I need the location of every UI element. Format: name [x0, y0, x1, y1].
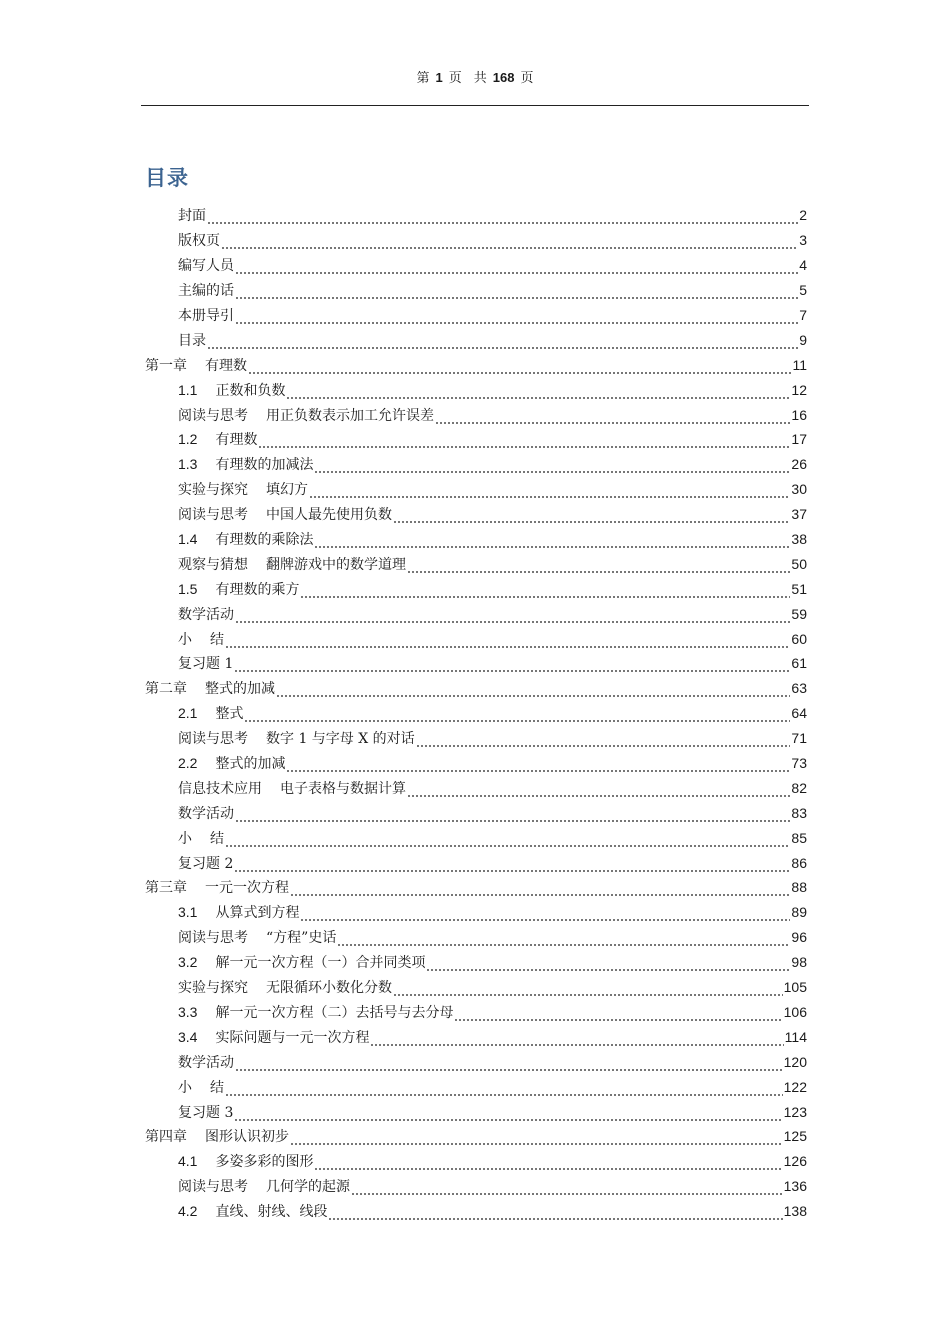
- toc-entry-label: [178, 604, 234, 624]
- toc-entry-page: 71: [791, 730, 807, 747]
- toc-entry-text: 有理数: [205, 357, 247, 374]
- header-total-prefix: 共: [473, 71, 487, 86]
- toc-dot-leader: [426, 958, 790, 972]
- toc-entry-page: 16: [791, 406, 807, 423]
- toc-dot-leader: [276, 684, 790, 698]
- toc-dot-leader: [314, 535, 790, 549]
- toc-entry-number: 阅读与思考: [178, 930, 248, 947]
- toc-entry[interactable]: [145, 327, 807, 352]
- toc-entry-text: 数字 1 与字母 X 的对话: [266, 731, 415, 748]
- toc-dot-leader: [221, 236, 798, 250]
- toc-entry[interactable]: [145, 1074, 807, 1099]
- toc-entry-text: 复习题 2: [178, 855, 234, 872]
- toc-entry-text: 整式的加减: [215, 756, 286, 773]
- toc-entry[interactable]: [145, 1024, 807, 1049]
- toc-dot-leader: [300, 585, 790, 599]
- toc-entry-page: 114: [784, 1028, 807, 1045]
- toc-entry[interactable]: [145, 228, 807, 253]
- table-of-contents: [145, 203, 807, 1224]
- toc-entry-page: 96: [791, 929, 807, 946]
- toc-entry-label: [178, 380, 285, 400]
- toc-dot-leader: [407, 560, 790, 574]
- toc-entry-number: 1.2: [178, 431, 198, 448]
- toc-entry-text: 电子表格与数据计算: [280, 780, 406, 797]
- toc-entry-page: 51: [791, 580, 807, 597]
- toc-dot-leader: [258, 435, 790, 449]
- toc-entry-label: [145, 355, 247, 375]
- toc-entry-text: 封面: [178, 208, 206, 225]
- toc-entry-text: 实际问题与一元一次方程: [215, 1029, 370, 1046]
- header-total-suffix: 页: [520, 71, 534, 86]
- toc-entry-text: 有理数: [215, 432, 258, 449]
- toc-entry-page: 50: [791, 555, 807, 572]
- toc-entry-label: [178, 1002, 453, 1022]
- toc-entry-page: 123: [783, 1103, 807, 1120]
- toc-entry-text: 本册导引: [178, 308, 234, 324]
- toc-entry-page: 26: [791, 456, 807, 473]
- toc-entry-label: [178, 1077, 224, 1097]
- toc-entry-page: 9: [799, 331, 807, 348]
- toc-dot-leader: [235, 261, 798, 275]
- toc-entry-label: [178, 653, 233, 673]
- header-divider: [141, 105, 809, 106]
- toc-entry-page: 3: [799, 232, 807, 249]
- toc-entry-page: 2: [799, 207, 807, 224]
- toc-entry-number: 第四章: [145, 1129, 187, 1146]
- toc-entry[interactable]: [145, 900, 807, 925]
- toc-entry-label: [178, 454, 313, 474]
- toc-entry[interactable]: [145, 278, 807, 303]
- toc-entry-label: [178, 977, 392, 997]
- toc-entry-text: 图形认识初步: [205, 1129, 289, 1146]
- toc-entry[interactable]: [145, 1099, 807, 1124]
- toc-dot-leader: [286, 386, 790, 400]
- toc-dot-leader: [207, 336, 798, 350]
- toc-entry[interactable]: [145, 377, 807, 402]
- toc-entry[interactable]: [145, 676, 807, 701]
- toc-entry[interactable]: [145, 975, 807, 1000]
- toc-entry-text: 目录: [178, 332, 206, 349]
- toc-entry-page: 122: [783, 1078, 807, 1095]
- toc-entry[interactable]: [145, 352, 807, 377]
- toc-entry-number: 4.1: [178, 1153, 198, 1170]
- toc-entry-text: 整式: [215, 706, 244, 723]
- toc-entry-number: 阅读与思考: [178, 407, 248, 424]
- toc-dot-leader: [393, 983, 783, 997]
- toc-dot-leader: [235, 809, 790, 823]
- toc-entry[interactable]: [145, 825, 807, 850]
- toc-entry-label: [178, 205, 206, 225]
- toc-entry-text: “方程”史话: [266, 930, 337, 947]
- toc-entry[interactable]: [145, 775, 807, 800]
- toc-dot-leader: [235, 286, 798, 300]
- toc-entry[interactable]: [145, 925, 807, 950]
- toc-entry-text: 直线、射线、线段: [215, 1204, 328, 1221]
- toc-dot-leader: [235, 311, 798, 325]
- toc-entry-text: 整式的加减: [205, 681, 275, 698]
- toc-entry-page: 86: [791, 854, 807, 871]
- toc-entry-number: 3.3: [178, 1003, 198, 1020]
- toc-entry-number: 1.4: [178, 531, 198, 548]
- toc-entry-page: 12: [791, 381, 807, 398]
- toc-dot-leader: [314, 460, 790, 474]
- toc-title: 目录: [145, 165, 189, 190]
- toc-entry-number: 小: [178, 1079, 192, 1096]
- toc-entry-label: [178, 479, 308, 499]
- toc-entry-text: 编写人员: [178, 258, 234, 275]
- toc-entry-text: 有理数的乘方: [215, 581, 300, 598]
- toc-entry-number: 1.5: [178, 580, 198, 597]
- toc-entry[interactable]: [145, 701, 807, 726]
- toc-entry-page: 83: [791, 804, 807, 821]
- toc-entry-page: 85: [791, 829, 807, 846]
- toc-entry-number: 1.3: [178, 456, 198, 473]
- toc-entry-number: 4.2: [178, 1203, 198, 1220]
- toc-entry[interactable]: [145, 502, 807, 527]
- toc-entry-number: 第三章: [145, 880, 187, 897]
- toc-entry-text: 解一元一次方程（二）去括号与去分母: [215, 1004, 454, 1021]
- toc-entry-number: 第二章: [145, 681, 187, 698]
- toc-entry[interactable]: [145, 1199, 807, 1224]
- toc-entry-label: [178, 1102, 233, 1122]
- toc-entry-number: 3.4: [178, 1028, 198, 1045]
- toc-entry[interactable]: [145, 875, 807, 900]
- toc-entry-label: [178, 828, 224, 848]
- toc-entry-label: [178, 504, 392, 524]
- toc-dot-leader: [225, 1083, 783, 1097]
- toc-entry-number: 阅读与思考: [178, 1179, 248, 1196]
- toc-entry-label: [178, 1027, 369, 1047]
- toc-dot-leader: [290, 1132, 783, 1146]
- toc-entry-page: 88: [791, 879, 807, 896]
- toc-entry[interactable]: [145, 950, 807, 975]
- toc-entry[interactable]: [145, 1149, 807, 1174]
- toc-entry-number: 2.2: [178, 755, 198, 772]
- toc-entry-label: [178, 952, 425, 972]
- toc-entry-label: [178, 429, 257, 449]
- toc-entry-text: 复习题 3: [178, 1104, 234, 1121]
- toc-entry[interactable]: [145, 651, 807, 676]
- toc-entry-page: 82: [791, 779, 807, 796]
- toc-entry-number: 实验与探究: [178, 980, 248, 997]
- toc-dot-leader: [328, 1207, 782, 1221]
- toc-entry-page: 11: [792, 356, 807, 373]
- toc-entry-number: 第一章: [145, 357, 187, 374]
- header-page-word: 页: [448, 71, 462, 86]
- toc-entry-text: 数学活动: [178, 805, 234, 822]
- toc-entry-number: 实验与探究: [178, 482, 248, 499]
- toc-entry[interactable]: [145, 203, 807, 228]
- toc-dot-leader: [235, 1058, 783, 1072]
- toc-entry-label: [178, 405, 434, 425]
- toc-entry-label: [145, 877, 289, 897]
- toc-entry-page: 59: [791, 605, 807, 622]
- toc-entry-page: 136: [783, 1178, 807, 1195]
- toc-entry[interactable]: [145, 800, 807, 825]
- toc-entry-label: [178, 778, 406, 798]
- toc-entry-page: 38: [791, 531, 807, 548]
- toc-entry-label: [178, 728, 415, 748]
- toc-entry-page: 126: [783, 1153, 807, 1170]
- toc-entry-label: [178, 529, 313, 549]
- toc-entry-page: 17: [791, 431, 807, 448]
- toc-entry[interactable]: [145, 1049, 807, 1074]
- toc-dot-leader: [234, 659, 790, 673]
- toc-entry-number: 阅读与思考: [178, 507, 248, 524]
- toc-entry-page: 89: [791, 904, 807, 921]
- toc-entry-label: [178, 927, 336, 947]
- toc-entry-text: 数学活动: [178, 606, 234, 623]
- toc-entry-label: [178, 280, 234, 300]
- toc-entry-label: [178, 753, 285, 773]
- toc-dot-leader: [225, 635, 790, 649]
- toc-entry-label: [145, 678, 275, 698]
- toc-entry-number: 小: [178, 631, 192, 648]
- toc-dot-leader: [454, 1008, 782, 1022]
- toc-entry-number: 阅读与思考: [178, 731, 248, 748]
- toc-dot-leader: [370, 1033, 783, 1047]
- toc-dot-leader: [248, 361, 791, 375]
- toc-entry-label: [178, 703, 243, 723]
- toc-entry-page: 73: [791, 755, 807, 772]
- toc-entry[interactable]: [145, 1174, 807, 1199]
- toc-entry-label: [178, 579, 299, 599]
- toc-entry-label: [178, 629, 224, 649]
- toc-entry[interactable]: [145, 626, 807, 651]
- toc-entry-page: 4: [799, 257, 807, 274]
- toc-entry-text: 一元一次方程: [205, 880, 289, 897]
- toc-entry-number: 3.2: [178, 954, 198, 971]
- toc-entry[interactable]: [145, 576, 807, 601]
- toc-entry[interactable]: [145, 427, 807, 452]
- toc-dot-leader: [290, 883, 790, 897]
- toc-entry-page: 64: [791, 705, 807, 722]
- toc-entry-page: 61: [791, 655, 807, 672]
- toc-entry-text: 复习题 1: [178, 656, 234, 673]
- toc-entry[interactable]: [145, 751, 807, 776]
- toc-entry-label: [178, 853, 233, 873]
- toc-entry-label: [178, 255, 234, 275]
- toc-entry-number: 3.1: [178, 904, 198, 921]
- total-pages-number: 168: [492, 70, 515, 85]
- toc-entry-text: 版权页: [178, 233, 220, 250]
- toc-entry-text: 翻牌游戏中的数学道理: [266, 556, 406, 573]
- toc-entry[interactable]: [145, 1124, 807, 1149]
- toc-entry-page: 98: [791, 954, 807, 971]
- toc-entry-text: 解一元一次方程（一）合并同类项: [215, 955, 426, 972]
- toc-dot-leader: [234, 859, 790, 873]
- toc-entry-page: 37: [791, 506, 807, 523]
- toc-entry-text: 主编的话: [178, 283, 234, 300]
- toc-entry-text: 无限循环小数化分数: [266, 980, 392, 997]
- toc-entry-text: 从算式到方程: [215, 905, 300, 922]
- toc-entry-number: 信息技术应用: [178, 780, 262, 797]
- toc-dot-leader: [416, 734, 791, 748]
- toc-dot-leader: [207, 211, 798, 225]
- toc-dot-leader: [314, 1157, 782, 1171]
- toc-dot-leader: [234, 1108, 782, 1122]
- toc-entry-label: [178, 554, 406, 574]
- toc-entry-label: [178, 1201, 327, 1221]
- toc-entry-text: 中国人最先使用负数: [266, 507, 392, 524]
- toc-entry-text: 结: [210, 1079, 224, 1096]
- toc-entry-page: 105: [783, 979, 807, 996]
- toc-entry-label: [178, 902, 299, 922]
- toc-entry-label: [178, 330, 206, 350]
- toc-entry-page: 7: [799, 307, 807, 323]
- toc-entry-page: 60: [791, 630, 807, 647]
- toc-entry[interactable]: [145, 850, 807, 875]
- toc-entry-label: [178, 1176, 350, 1196]
- toc-entry-text: 几何学的起源: [266, 1179, 350, 1196]
- toc-entry-text: 结: [210, 631, 224, 648]
- toc-entry-text: 结: [210, 830, 224, 847]
- toc-entry-number: 1.1: [178, 381, 198, 398]
- toc-dot-leader: [235, 610, 790, 624]
- toc-entry-page: 138: [783, 1203, 807, 1220]
- toc-dot-leader: [435, 411, 790, 425]
- current-page-number: 1: [435, 70, 443, 85]
- toc-entry-text: 填幻方: [266, 482, 308, 499]
- toc-entry-label: [145, 1126, 289, 1146]
- toc-entry[interactable]: [145, 726, 807, 751]
- toc-entry[interactable]: [145, 303, 807, 328]
- toc-entry-page: 30: [791, 481, 807, 498]
- toc-entry[interactable]: [145, 477, 807, 502]
- toc-dot-leader: [309, 485, 790, 499]
- toc-entry-page: 125: [783, 1128, 807, 1145]
- toc-dot-leader: [393, 510, 790, 524]
- toc-entry-page: 120: [783, 1053, 807, 1070]
- toc-entry-text: 用正负数表示加工允许误差: [266, 407, 434, 424]
- toc-dot-leader: [244, 709, 790, 723]
- toc-entry-label: [178, 1151, 313, 1171]
- toc-entry[interactable]: [145, 402, 807, 427]
- toc-entry-number: 观察与猜想: [178, 556, 248, 573]
- toc-entry-label: [178, 803, 234, 823]
- toc-entry-text: 正数和负数: [215, 382, 286, 399]
- toc-entry[interactable]: [145, 452, 807, 477]
- toc-entry-label: [178, 230, 220, 250]
- toc-entry-page: 106: [783, 1003, 807, 1020]
- toc-dot-leader: [407, 784, 790, 798]
- page-header: [141, 66, 809, 90]
- toc-dot-leader: [225, 834, 790, 848]
- toc-dot-leader: [286, 759, 790, 773]
- toc-entry-page: 5: [799, 282, 807, 299]
- header-prefix: 第: [416, 71, 430, 86]
- toc-entry-page: 63: [791, 680, 807, 697]
- toc-entry-text: 多姿多彩的图形: [215, 1154, 314, 1171]
- toc-dot-leader: [337, 933, 790, 947]
- toc-entry[interactable]: [145, 253, 807, 278]
- toc-entry-text: 数学活动: [178, 1054, 234, 1071]
- toc-dot-leader: [351, 1182, 783, 1196]
- toc-entry[interactable]: [145, 601, 807, 626]
- toc-entry-number: 小: [178, 830, 192, 847]
- toc-entry[interactable]: [145, 527, 807, 552]
- toc-entry-text: 有理数的加减法: [215, 457, 314, 474]
- toc-dot-leader: [300, 908, 790, 922]
- toc-entry-label: [178, 305, 234, 325]
- toc-entry[interactable]: [145, 551, 807, 576]
- toc-entry-label: [178, 1052, 234, 1072]
- toc-entry-number: 2.1: [178, 705, 198, 722]
- toc-entry[interactable]: [145, 1000, 807, 1025]
- toc-entry-text: 有理数的乘除法: [215, 532, 314, 549]
